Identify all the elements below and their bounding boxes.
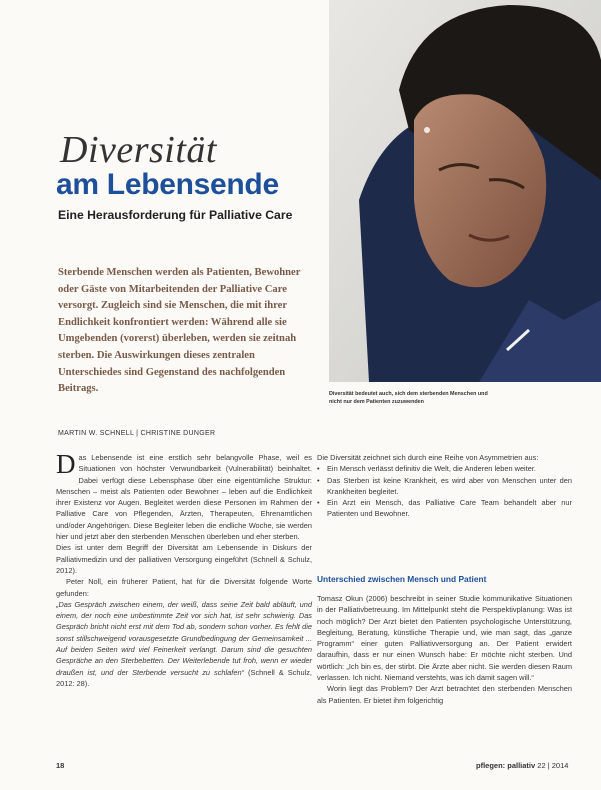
quote-block: [56, 599, 312, 689]
journal-name: pflegen: palliativ: [476, 761, 536, 770]
article-lead: Sterbende Menschen werden als Patienten, Bewohner oder Gäste von Mitarbeitenden der Palliative Care versorgt. Zugleich sind sie Menschen, die mit ihrer Endlichkeit konfrontiert werden: Während alle sie Umgebenden (vorerst) überleben, werden sie zeitnah sterben. Die Auswirkungen dieses zentralen Unterschiedes sind Gegenstand des nachfolgenden Beitrags.: [58, 267, 301, 395]
article-title-line1: Diversität: [60, 129, 217, 171]
quote-text: „Das Gespräch zwischen einem, der weiß, dass seine Zeit bald abläuft, und einem, der noch eine unbestimmte Zeit vor sich hat, ist sehr schwierig. Das Gespräch bricht nicht erst mit dem Tod ab, sondern schon vorher. Es fehlt die sonst stillschweigend vorausgesetzte Grundbedingung der Gemeinsamkeit ... Auf beiden Seiten wird viel Feinerkeit verlangt. Darum sind die gesuchten Gespräche an den Sterbebetten. Der Weiterlebende tut froh, wenn er wieder draußen ist, und der Sterbende versucht zu schlafen“: [56, 599, 312, 677]
body-paragraph: Dies ist unter dem Begriff der Diversität am Lebensende in Diskurs der Palliativmedizin und der palliativen Versorgung eingeführt (Schnell & Schulz, 2012).: [56, 543, 312, 575]
body-column-right-bottom: [317, 593, 572, 706]
portrait-photo: [329, 0, 601, 382]
article-authors: MARTIN W. SCHNELL | CHRISTINE DUNGER: [58, 430, 216, 437]
portrait-illustration: [329, 0, 601, 382]
body-paragraph: as Lebensende ist eine erstlich sehr belangvolle Phase, weil es Situationen von höchster Verwundbarkeit (Vulnerabilität) beinhaltet. Dabei verfügt diese Lebensphase über eine eigentümliche Struktur: Menschen – meist als Patienten oder Bewohner – leben auf die Endlichkeit ihrer Existenz vor Augen. Begleitet werden diese Personen im Rahmen der Palliative Care von Pflegenden, Ärzten, Therapeuten, Ehrenamtlichen und/oder Angehörigen. Diese Begleiter leben die endliche Woche, sie werden hier und jetzt aber den sterbenden Menschen überleben und eher sterben.: [56, 453, 312, 542]
list-item: • Ein Mensch verlässt definitiv die Welt, die Anderen leben weiter.: [317, 463, 572, 474]
page-number: 18: [56, 761, 65, 770]
quote-citation: (Schnell & Schulz, 2012: 28).: [56, 667, 312, 688]
article-title-line2: am Lebensende: [56, 168, 279, 201]
list-item: • Ein Arzt ein Mensch, das Palliative Care Team behandelt aber nur Patienten und Bewohner.: [317, 497, 572, 520]
body-paragraph: Peter Noll, ein früherer Patient, hat für die Diversität folgende Worte gefunden:: [56, 577, 312, 598]
body-column-left: [56, 449, 312, 689]
journal-footer: [476, 761, 568, 770]
body-column-right-top: [317, 452, 572, 520]
photo-caption: Diversität bedeutet auch, sich dem sterbenden Menschen und nicht nur dem Patienten zuzuwenden: [329, 391, 488, 405]
asymmetry-list: [317, 463, 572, 519]
body-paragraph: Tomasz Okun (2006) beschreibt in seiner Studie kommunikative Situationen in der Palliativbetreuung. Im Mittelpunkt steht die Perspektivplanung: Was ist noch möglich? Der Arzt bietet den Patienten psychologische Unterstützung, Begleitung, Beratung, künstliche Therapie und, wie man sagt, das „ganze Programm“ einer guten Palliativversorgung an. Der Patient erwidert daraufhin, dass er nur einen Wunsch habe: Er möchte nicht sterben. Und wörtlich: „Ich bin es, der stirbt. Die Ärzte aber nicht. Sie werden diesen Raum verlassen. Ich nicht. Niemand verstehts, was ich damit sagen will.“: [317, 594, 572, 683]
drop-cap: D: [56, 449, 76, 479]
list-item: • Das Sterben ist keine Krankheit, es wird aber von Menschen unter den Krankheiten begleitet.: [317, 475, 572, 498]
section-heading: Unterschied zwischen Mensch und Patient: [317, 574, 487, 584]
body-paragraph: Die Diversität zeichnet sich durch eine Reihe von Asymmetrien aus:: [317, 453, 539, 462]
journal-issue: 22 | 2014: [537, 761, 569, 770]
body-paragraph: Worin liegt das Problem? Der Arzt betrachtet den sterbenden Menschen als Patienten. Er bietet ihm folgerichtig: [317, 684, 572, 705]
article-subtitle: Eine Herausforderung für Palliative Care: [58, 208, 293, 222]
